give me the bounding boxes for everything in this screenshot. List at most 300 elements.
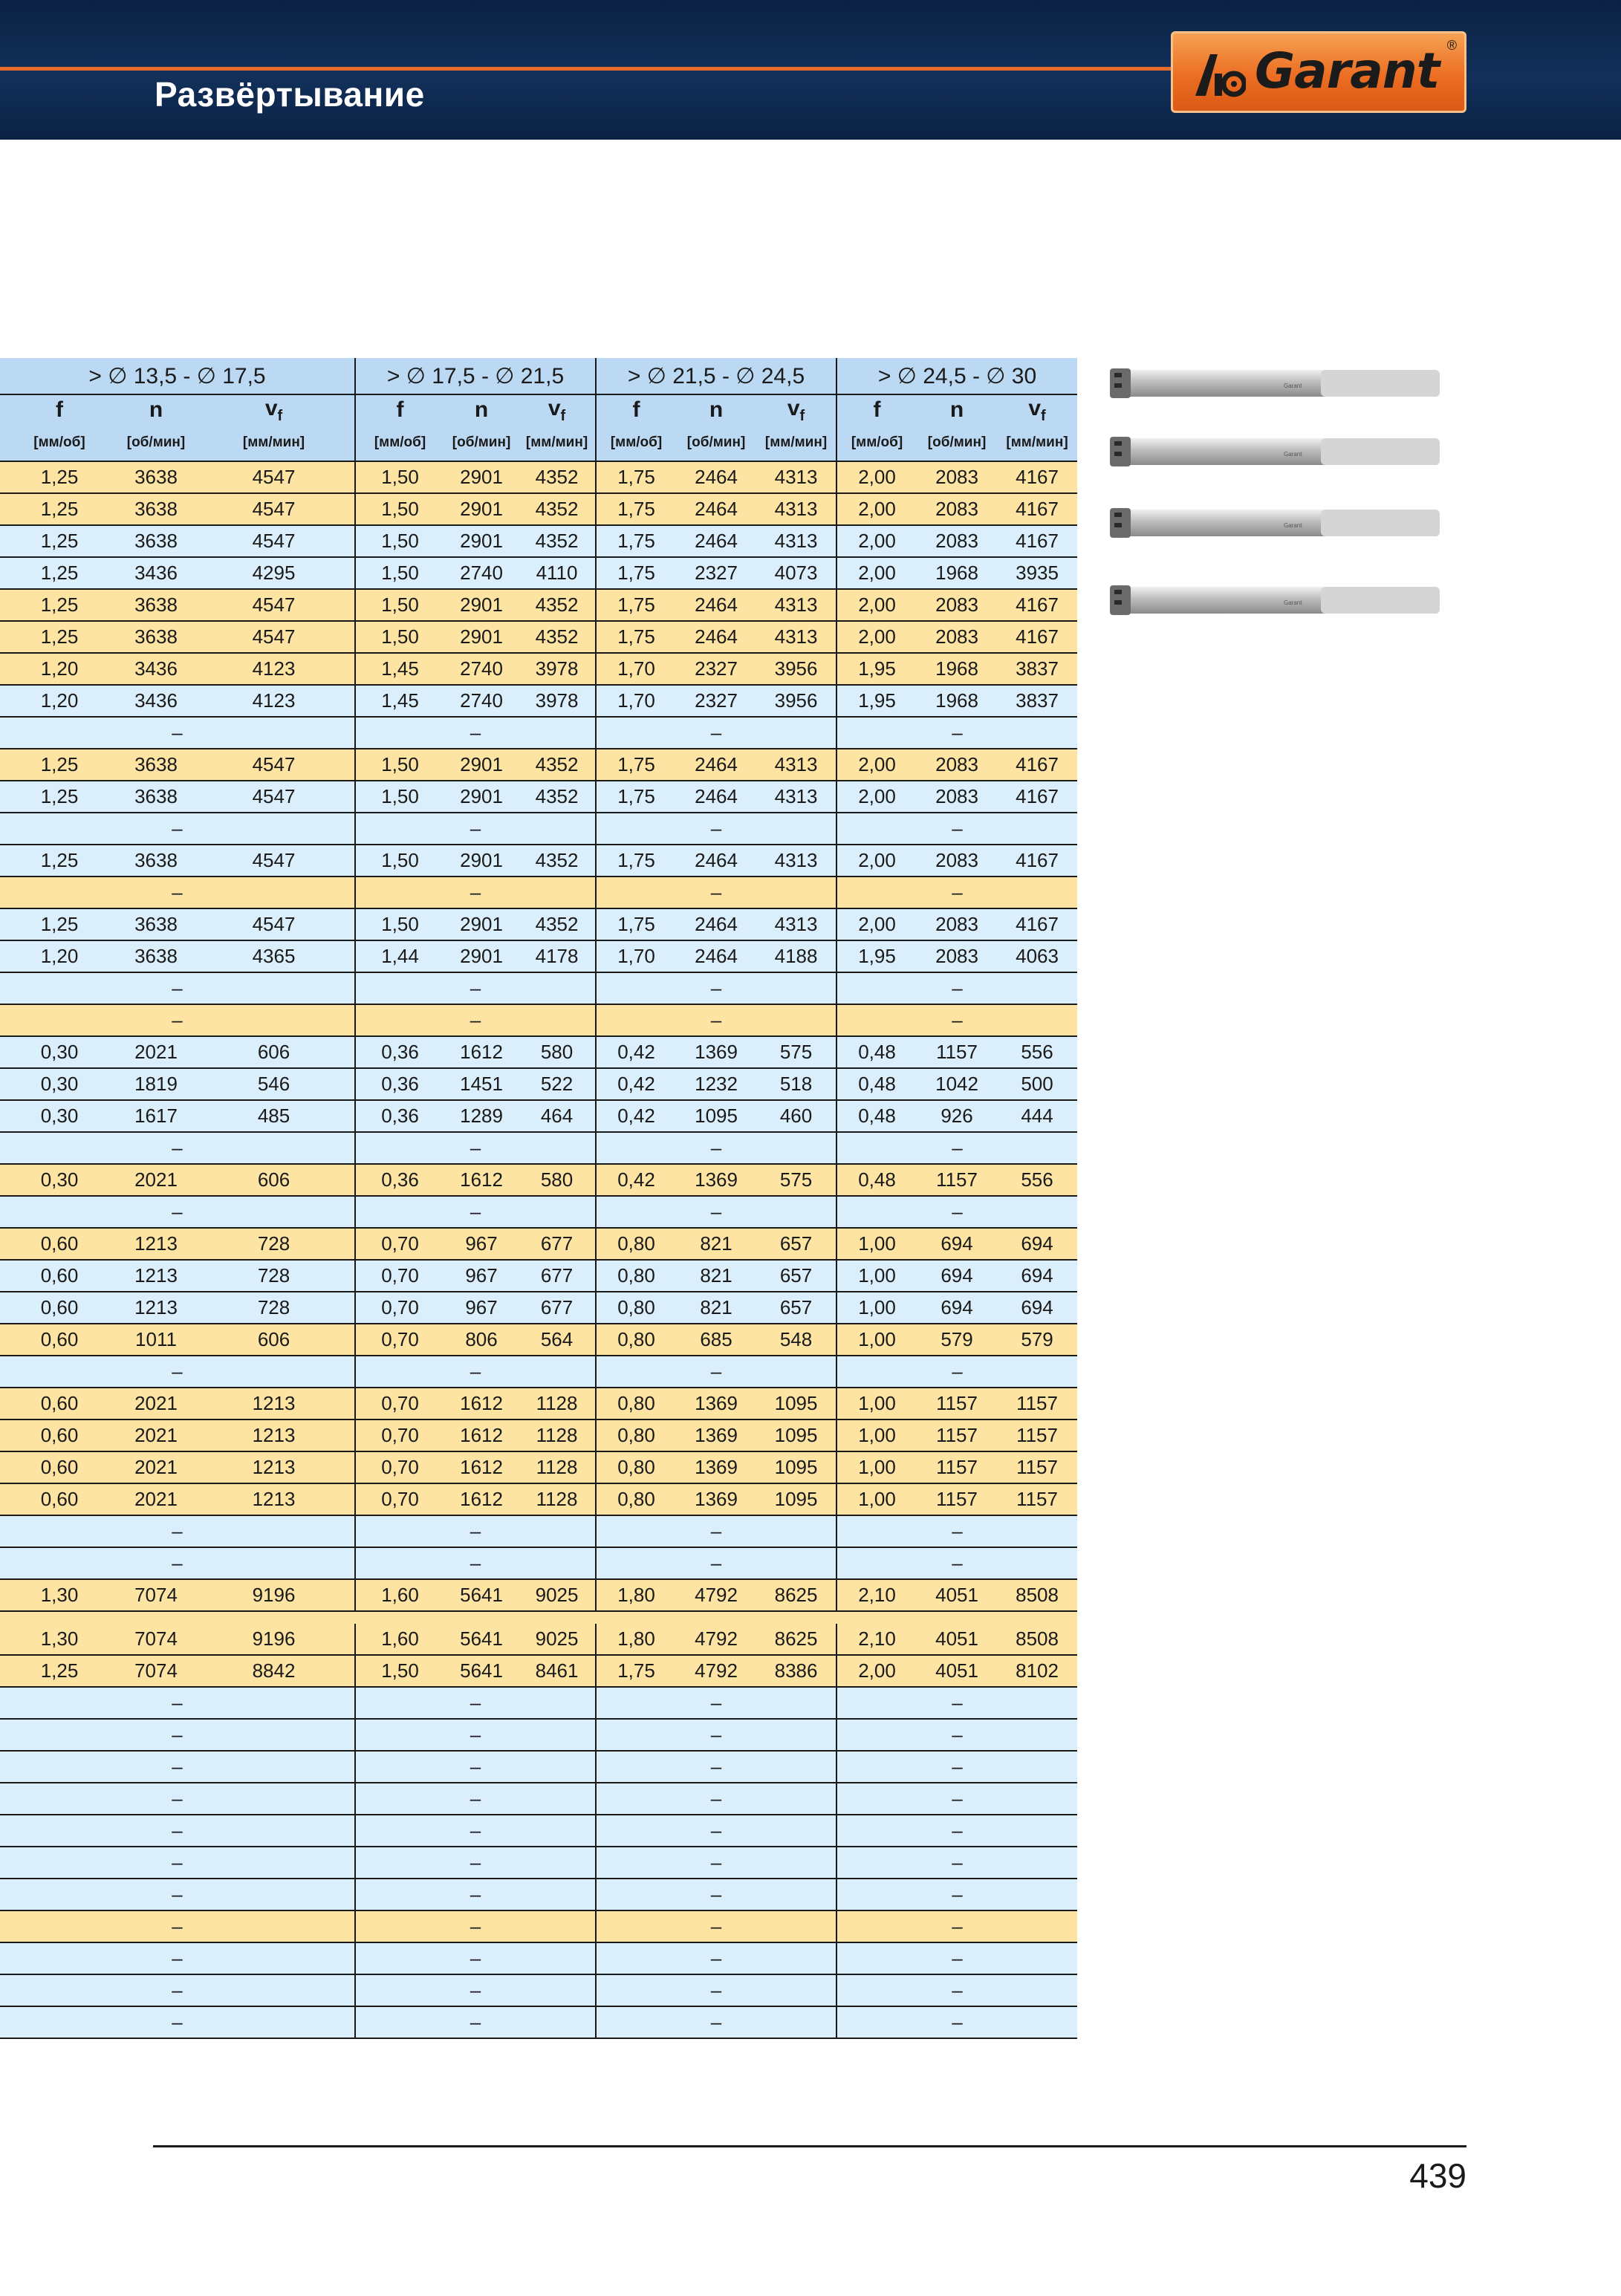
table-row xyxy=(0,1196,1077,1228)
value-cell-n: 1157 xyxy=(917,1483,997,1515)
garant-logo xyxy=(1171,31,1466,113)
value-cell-f: 1,50 xyxy=(355,845,444,877)
empty-value-cell: – xyxy=(596,1815,837,1847)
value-cell-f: 0,70 xyxy=(355,1419,444,1451)
value-cell-f: 1,00 xyxy=(837,1483,917,1515)
value-cell-f: 1,75 xyxy=(596,908,676,940)
value-cell-f: 0,42 xyxy=(596,1036,676,1068)
value-cell-n: 2740 xyxy=(444,557,519,589)
tool-brand-label: Garant xyxy=(1284,522,1302,529)
value-cell-n: 7074 xyxy=(119,1624,193,1655)
value-cell-n: 5641 xyxy=(444,1624,519,1655)
row-spacer xyxy=(0,1611,1077,1624)
value-cell-n: 2083 xyxy=(917,621,997,653)
value-cell-vf: 8461 xyxy=(519,1655,596,1687)
tool-brand-label: Garant xyxy=(1284,383,1302,389)
value-cell-f: 1,75 xyxy=(596,493,676,525)
value-cell-f: 1,20 xyxy=(0,940,119,972)
empty-value-cell: – xyxy=(355,2006,596,2038)
value-cell-f: 1,70 xyxy=(596,653,676,685)
value-cell-n: 4792 xyxy=(676,1624,756,1655)
table-row xyxy=(0,461,1077,493)
value-cell-vf: 694 xyxy=(997,1292,1077,1324)
table-row xyxy=(0,908,1077,940)
value-cell-n: 1095 xyxy=(676,1100,756,1132)
empty-value-cell: – xyxy=(596,1004,837,1036)
value-cell-n: 2901 xyxy=(444,749,519,781)
value-cell-n: 3638 xyxy=(119,493,193,525)
value-cell-vf: 1213 xyxy=(193,1483,355,1515)
value-cell-vf: 4547 xyxy=(193,525,355,557)
value-cell-f: 2,00 xyxy=(837,589,917,621)
value-cell-f: 1,80 xyxy=(596,1579,676,1611)
empty-value-cell: – xyxy=(596,2006,837,2038)
value-cell-n: 3638 xyxy=(119,461,193,493)
value-cell-n: 1289 xyxy=(444,1100,519,1132)
page-header xyxy=(0,0,1621,140)
value-cell-n: 1232 xyxy=(676,1068,756,1100)
value-cell-n: 2464 xyxy=(676,493,756,525)
value-cell-n: 1968 xyxy=(917,653,997,685)
value-cell-vf: 4313 xyxy=(756,589,837,621)
value-cell-vf: 657 xyxy=(756,1260,837,1292)
column-unit: [об/мин] xyxy=(444,425,519,461)
value-cell-f: 0,60 xyxy=(0,1260,119,1292)
value-cell-n: 967 xyxy=(444,1292,519,1324)
value-cell-vf: 4313 xyxy=(756,621,837,653)
value-cell-f: 1,00 xyxy=(837,1260,917,1292)
value-cell-f: 1,00 xyxy=(837,1228,917,1260)
column-unit: [об/мин] xyxy=(676,425,756,461)
tool-brand-label: Garant xyxy=(1284,599,1302,606)
value-cell-f: 2,10 xyxy=(837,1579,917,1611)
value-cell-f: 2,00 xyxy=(837,557,917,589)
value-cell-vf: 4110 xyxy=(519,557,596,589)
value-cell-vf: 9025 xyxy=(519,1624,596,1655)
table-row xyxy=(0,877,1077,908)
value-cell-f: 0,30 xyxy=(0,1068,119,1100)
table-row xyxy=(0,1847,1077,1879)
value-cell-vf: 575 xyxy=(756,1164,837,1196)
value-cell-f: 0,48 xyxy=(837,1068,917,1100)
garant-logo-mark-icon xyxy=(1192,47,1246,100)
table-row xyxy=(0,1036,1077,1068)
value-cell-vf: 4352 xyxy=(519,493,596,525)
value-cell-f: 1,75 xyxy=(596,749,676,781)
value-cell-vf: 1095 xyxy=(756,1483,837,1515)
value-cell-vf: 4352 xyxy=(519,908,596,940)
table-row xyxy=(0,493,1077,525)
value-cell-n: 1612 xyxy=(444,1451,519,1483)
value-cell-n: 2327 xyxy=(676,685,756,717)
value-cell-vf: 4188 xyxy=(756,940,837,972)
value-cell-f: 1,50 xyxy=(355,621,444,653)
value-cell-f: 0,48 xyxy=(837,1100,917,1132)
value-cell-n: 2901 xyxy=(444,589,519,621)
value-cell-f: 0,60 xyxy=(0,1419,119,1451)
value-cell-f: 0,80 xyxy=(596,1292,676,1324)
value-cell-vf: 677 xyxy=(519,1228,596,1260)
value-cell-vf: 3935 xyxy=(997,557,1077,589)
empty-value-cell: – xyxy=(0,1687,355,1719)
value-cell-vf: 9196 xyxy=(193,1579,355,1611)
value-cell-f: 1,70 xyxy=(596,940,676,972)
column-unit: [мм/об] xyxy=(355,425,444,461)
value-cell-f: 2,00 xyxy=(837,525,917,557)
value-cell-n: 3436 xyxy=(119,653,193,685)
empty-value-cell: – xyxy=(355,1004,596,1036)
value-cell-n: 2464 xyxy=(676,621,756,653)
cutting-data-table xyxy=(0,358,1077,2039)
value-cell-f: 1,50 xyxy=(355,589,444,621)
value-cell-f: 0,60 xyxy=(0,1228,119,1260)
value-cell-n: 4051 xyxy=(917,1579,997,1611)
value-cell-n: 3638 xyxy=(119,940,193,972)
value-cell-n: 2327 xyxy=(676,653,756,685)
value-cell-f: 1,95 xyxy=(837,940,917,972)
value-cell-vf: 464 xyxy=(519,1100,596,1132)
value-cell-vf: 3978 xyxy=(519,685,596,717)
value-cell-n: 1213 xyxy=(119,1292,193,1324)
symbol-header-row xyxy=(0,394,1077,425)
value-cell-n: 1612 xyxy=(444,1164,519,1196)
value-cell-vf: 4352 xyxy=(519,525,596,557)
empty-value-cell: – xyxy=(596,1847,837,1879)
table-row xyxy=(0,1292,1077,1324)
tool-brand-label: Garant xyxy=(1284,451,1302,458)
value-cell-vf: 677 xyxy=(519,1260,596,1292)
value-cell-f: 1,75 xyxy=(596,461,676,493)
value-cell-n: 3638 xyxy=(119,621,193,653)
value-cell-vf: 694 xyxy=(997,1260,1077,1292)
empty-value-cell: – xyxy=(0,1910,355,1942)
empty-value-cell: – xyxy=(596,1132,837,1164)
empty-value-cell: – xyxy=(355,877,596,908)
value-cell-vf: 8102 xyxy=(997,1655,1077,1687)
empty-value-cell: – xyxy=(596,717,837,749)
table-row xyxy=(0,1419,1077,1451)
value-cell-f: 0,60 xyxy=(0,1451,119,1483)
empty-value-cell: – xyxy=(837,1783,1077,1815)
value-cell-n: 7074 xyxy=(119,1579,193,1611)
table-row xyxy=(0,1515,1077,1547)
value-cell-f: 1,50 xyxy=(355,908,444,940)
value-cell-f: 2,00 xyxy=(837,493,917,525)
value-cell-n: 694 xyxy=(917,1292,997,1324)
value-cell-f: 1,20 xyxy=(0,653,119,685)
value-cell-n: 1369 xyxy=(676,1483,756,1515)
value-cell-n: 2021 xyxy=(119,1483,193,1515)
empty-value-cell: – xyxy=(355,1687,596,1719)
value-cell-f: 1,60 xyxy=(355,1624,444,1655)
diameter-range-header: > ∅ 17,5 - ∅ 21,5 xyxy=(355,358,596,394)
value-cell-n: 2464 xyxy=(676,781,756,813)
empty-value-cell: – xyxy=(0,1751,355,1783)
empty-value-cell: – xyxy=(0,972,355,1004)
value-cell-n: 1213 xyxy=(119,1260,193,1292)
column-symbol-f: f xyxy=(0,394,119,425)
value-cell-f: 1,25 xyxy=(0,493,119,525)
value-cell-f: 1,20 xyxy=(0,685,119,717)
value-cell-n: 1157 xyxy=(917,1419,997,1451)
column-unit: [мм/об] xyxy=(0,425,119,461)
table-row xyxy=(0,1132,1077,1164)
diameter-header-row xyxy=(0,358,1077,394)
value-cell-n: 2021 xyxy=(119,1451,193,1483)
empty-value-cell: – xyxy=(837,717,1077,749)
empty-value-cell: – xyxy=(355,1547,596,1579)
value-cell-f: 1,50 xyxy=(355,1655,444,1687)
value-cell-f: 2,00 xyxy=(837,781,917,813)
table-row xyxy=(0,1655,1077,1687)
value-cell-vf: 522 xyxy=(519,1068,596,1100)
empty-value-cell: – xyxy=(355,813,596,845)
table-row xyxy=(0,1004,1077,1036)
column-unit: [об/мин] xyxy=(917,425,997,461)
value-cell-f: 1,30 xyxy=(0,1579,119,1611)
empty-value-cell: – xyxy=(0,1847,355,1879)
value-cell-vf: 1095 xyxy=(756,1451,837,1483)
value-cell-vf: 4313 xyxy=(756,845,837,877)
value-cell-f: 1,75 xyxy=(596,621,676,653)
empty-value-cell: – xyxy=(837,1719,1077,1751)
empty-value-cell: – xyxy=(0,1719,355,1751)
empty-value-cell: – xyxy=(596,877,837,908)
value-cell-n: 1968 xyxy=(917,557,997,589)
table-row xyxy=(0,1356,1077,1388)
empty-value-cell: – xyxy=(355,1783,596,1815)
value-cell-f: 0,60 xyxy=(0,1324,119,1356)
empty-value-cell: – xyxy=(596,813,837,845)
empty-value-cell: – xyxy=(0,1974,355,2006)
column-unit: [мм/мин] xyxy=(756,425,837,461)
value-cell-f: 0,70 xyxy=(355,1451,444,1483)
empty-value-cell: – xyxy=(0,1132,355,1164)
diameter-range-header: > ∅ 21,5 - ∅ 24,5 xyxy=(596,358,837,394)
value-cell-vf: 606 xyxy=(193,1164,355,1196)
table-row xyxy=(0,1228,1077,1260)
value-cell-f: 0,70 xyxy=(355,1324,444,1356)
value-cell-vf: 3956 xyxy=(756,685,837,717)
value-cell-f: 1,45 xyxy=(355,653,444,685)
value-cell-n: 4051 xyxy=(917,1655,997,1687)
value-cell-f: 1,00 xyxy=(837,1292,917,1324)
value-cell-n: 1369 xyxy=(676,1451,756,1483)
value-cell-n: 2021 xyxy=(119,1419,193,1451)
empty-value-cell: – xyxy=(837,877,1077,908)
value-cell-n: 2901 xyxy=(444,493,519,525)
value-cell-n: 2901 xyxy=(444,525,519,557)
value-cell-n: 694 xyxy=(917,1228,997,1260)
value-cell-n: 1612 xyxy=(444,1388,519,1419)
value-cell-f: 1,50 xyxy=(355,461,444,493)
empty-value-cell: – xyxy=(355,1356,596,1388)
value-cell-f: 0,60 xyxy=(0,1483,119,1515)
value-cell-n: 1157 xyxy=(917,1036,997,1068)
empty-value-cell: – xyxy=(837,1004,1077,1036)
value-cell-f: 1,00 xyxy=(837,1451,917,1483)
value-cell-n: 4792 xyxy=(676,1655,756,1687)
value-cell-n: 821 xyxy=(676,1292,756,1324)
value-cell-f: 0,30 xyxy=(0,1164,119,1196)
value-cell-vf: 1128 xyxy=(519,1388,596,1419)
value-cell-f: 2,00 xyxy=(837,749,917,781)
value-cell-n: 4051 xyxy=(917,1624,997,1655)
table-row xyxy=(0,813,1077,845)
table-row xyxy=(0,717,1077,749)
value-cell-n: 967 xyxy=(444,1260,519,1292)
value-cell-n: 3436 xyxy=(119,557,193,589)
value-cell-f: 0,70 xyxy=(355,1388,444,1419)
value-cell-n: 806 xyxy=(444,1324,519,1356)
value-cell-f: 1,00 xyxy=(837,1324,917,1356)
value-cell-f: 1,25 xyxy=(0,749,119,781)
value-cell-vf: 9196 xyxy=(193,1624,355,1655)
value-cell-f: 0,80 xyxy=(596,1324,676,1356)
empty-value-cell: – xyxy=(0,1356,355,1388)
empty-value-cell: – xyxy=(0,813,355,845)
garant-logo-text: Garant xyxy=(1255,42,1440,100)
value-cell-vf: 8508 xyxy=(997,1624,1077,1655)
value-cell-n: 1369 xyxy=(676,1036,756,1068)
value-cell-vf: 1128 xyxy=(519,1483,596,1515)
value-cell-f: 0,80 xyxy=(596,1388,676,1419)
column-unit: [мм/об] xyxy=(596,425,676,461)
value-cell-n: 685 xyxy=(676,1324,756,1356)
value-cell-vf: 485 xyxy=(193,1100,355,1132)
value-cell-vf: 4547 xyxy=(193,621,355,653)
value-cell-n: 3638 xyxy=(119,589,193,621)
value-cell-n: 2464 xyxy=(676,589,756,621)
value-cell-vf: 4352 xyxy=(519,589,596,621)
empty-value-cell: – xyxy=(355,1515,596,1547)
value-cell-n: 2083 xyxy=(917,940,997,972)
column-symbol-vf: $v_f$ xyxy=(519,394,596,425)
table-row xyxy=(0,1879,1077,1910)
value-cell-n: 3638 xyxy=(119,845,193,877)
empty-value-cell: – xyxy=(596,1356,837,1388)
empty-value-cell: – xyxy=(837,813,1077,845)
value-cell-f: 0,70 xyxy=(355,1292,444,1324)
value-cell-vf: 4352 xyxy=(519,781,596,813)
value-cell-n: 1819 xyxy=(119,1068,193,1100)
value-cell-vf: 4167 xyxy=(997,908,1077,940)
table-row xyxy=(0,781,1077,813)
value-cell-f: 0,70 xyxy=(355,1260,444,1292)
empty-value-cell: – xyxy=(837,972,1077,1004)
value-cell-vf: 4063 xyxy=(997,940,1077,972)
value-cell-f: 1,30 xyxy=(0,1624,119,1655)
value-cell-vf: 4123 xyxy=(193,653,355,685)
value-cell-n: 2464 xyxy=(676,525,756,557)
value-cell-f: 0,30 xyxy=(0,1036,119,1068)
empty-value-cell: – xyxy=(596,1196,837,1228)
table-row xyxy=(0,557,1077,589)
value-cell-n: 5641 xyxy=(444,1579,519,1611)
value-cell-n: 821 xyxy=(676,1260,756,1292)
table-row xyxy=(0,1910,1077,1942)
table-row xyxy=(0,1324,1077,1356)
value-cell-f: 0,80 xyxy=(596,1228,676,1260)
value-cell-vf: 694 xyxy=(997,1228,1077,1260)
value-cell-vf: 8842 xyxy=(193,1655,355,1687)
value-cell-f: 1,50 xyxy=(355,493,444,525)
value-cell-vf: 564 xyxy=(519,1324,596,1356)
value-cell-f: 0,48 xyxy=(837,1036,917,1068)
value-cell-vf: 548 xyxy=(756,1324,837,1356)
empty-value-cell: – xyxy=(0,1547,355,1579)
value-cell-n: 2464 xyxy=(676,845,756,877)
value-cell-vf: 4295 xyxy=(193,557,355,589)
table-row xyxy=(0,1719,1077,1751)
value-cell-vf: 4547 xyxy=(193,749,355,781)
empty-value-cell: – xyxy=(0,1783,355,1815)
empty-value-cell: – xyxy=(596,1547,837,1579)
value-cell-n: 2464 xyxy=(676,749,756,781)
value-cell-n: 2901 xyxy=(444,845,519,877)
value-cell-vf: 4313 xyxy=(756,781,837,813)
empty-value-cell: – xyxy=(355,1132,596,1164)
value-cell-f: 1,25 xyxy=(0,908,119,940)
value-cell-f: 0,36 xyxy=(355,1036,444,1068)
value-cell-n: 4792 xyxy=(676,1579,756,1611)
value-cell-f: 1,25 xyxy=(0,589,119,621)
value-cell-n: 1042 xyxy=(917,1068,997,1100)
value-cell-vf: 4167 xyxy=(997,525,1077,557)
empty-value-cell: – xyxy=(355,1974,596,2006)
value-cell-vf: 580 xyxy=(519,1164,596,1196)
value-cell-n: 2083 xyxy=(917,781,997,813)
header-accent-line xyxy=(0,67,1174,71)
value-cell-n: 967 xyxy=(444,1228,519,1260)
value-cell-n: 1451 xyxy=(444,1068,519,1100)
value-cell-n: 2021 xyxy=(119,1036,193,1068)
value-cell-f: 0,60 xyxy=(0,1388,119,1419)
value-cell-vf: 556 xyxy=(997,1164,1077,1196)
table-row xyxy=(0,749,1077,781)
value-cell-vf: 580 xyxy=(519,1036,596,1068)
value-cell-vf: 4313 xyxy=(756,749,837,781)
empty-value-cell: – xyxy=(837,1515,1077,1547)
value-cell-n: 2464 xyxy=(676,940,756,972)
unit-header-row xyxy=(0,425,1077,461)
value-cell-vf: 4547 xyxy=(193,493,355,525)
table-row xyxy=(0,1579,1077,1611)
value-cell-vf: 4123 xyxy=(193,685,355,717)
value-cell-f: 1,45 xyxy=(355,685,444,717)
value-cell-vf: 3956 xyxy=(756,653,837,685)
table-row xyxy=(0,2006,1077,2038)
value-cell-vf: 4178 xyxy=(519,940,596,972)
value-cell-vf: 4167 xyxy=(997,589,1077,621)
empty-value-cell: – xyxy=(837,1751,1077,1783)
value-cell-vf: 546 xyxy=(193,1068,355,1100)
value-cell-vf: 1157 xyxy=(997,1388,1077,1419)
table-row xyxy=(0,1451,1077,1483)
empty-value-cell: – xyxy=(355,1196,596,1228)
value-cell-f: 0,42 xyxy=(596,1164,676,1196)
value-cell-f: 2,00 xyxy=(837,461,917,493)
value-cell-vf: 1213 xyxy=(193,1388,355,1419)
value-cell-f: 1,75 xyxy=(596,589,676,621)
value-cell-f: 0,70 xyxy=(355,1483,444,1515)
column-symbol-vf: $v_f$ xyxy=(193,394,355,425)
column-symbol-n: n xyxy=(676,394,756,425)
value-cell-vf: 657 xyxy=(756,1228,837,1260)
empty-value-cell: – xyxy=(0,1515,355,1547)
value-cell-f: 1,75 xyxy=(596,525,676,557)
empty-value-cell: – xyxy=(837,1815,1077,1847)
